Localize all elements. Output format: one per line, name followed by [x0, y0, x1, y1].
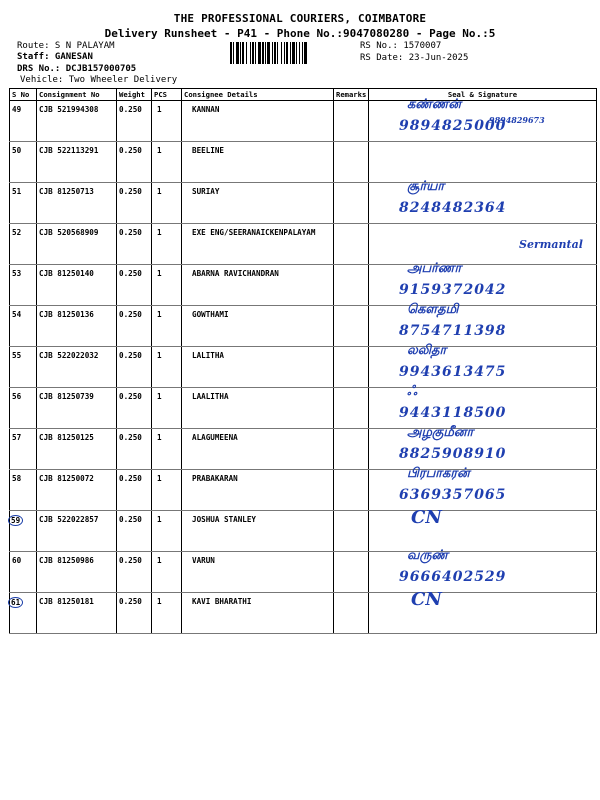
pcs-cell: 1: [152, 183, 182, 224]
handwritten-phone: 6369357065: [399, 487, 507, 503]
pcs-cell: 1: [152, 552, 182, 593]
weight-cell: 0.250: [117, 388, 152, 429]
handwritten-name: ஃ: [407, 384, 418, 399]
remarks-cell: [334, 470, 369, 511]
weight-cell: 0.250: [117, 593, 152, 634]
table-row: [10, 347, 597, 388]
signature-cell: [369, 548, 597, 593]
weight-cell: 0.250: [117, 306, 152, 347]
remarks-cell: [334, 552, 369, 593]
signature-cell: [369, 425, 597, 470]
remarks-cell: [334, 265, 369, 306]
consignee-cell: KANNAN: [182, 101, 334, 142]
table-row: [10, 429, 597, 470]
handwritten-name: கௌதமி: [407, 302, 459, 317]
handwritten-phone: 9443118500: [399, 405, 507, 421]
pcs-cell: 1: [152, 511, 182, 552]
pcs-cell: 1: [152, 429, 182, 470]
consignee-cell: ALAGUMEENA: [182, 429, 334, 470]
sno-cell: 51: [10, 183, 37, 224]
table-row: [10, 552, 597, 593]
weight-cell: 0.250: [117, 101, 152, 142]
runsheet-subtitle: Delivery Runsheet - P41 - Phone No.:9047080280 - Page No.:5: [104, 27, 496, 40]
handwritten-note: 9894829673: [489, 115, 545, 125]
table-row: [10, 183, 597, 224]
weight-cell: 0.250: [117, 470, 152, 511]
sno-cell: 49: [10, 101, 37, 142]
route-label: Route: S N PALAYAM: [17, 41, 115, 51]
pcs-cell: 1: [152, 347, 182, 388]
handwritten-phone: 9894825000: [399, 118, 507, 134]
consignee-cell: LAALITHA: [182, 388, 334, 429]
handwritten-phone: 9159372042: [399, 282, 507, 298]
consignee-cell: SURIAY: [182, 183, 334, 224]
rs-number: RS No.: 1570007: [360, 41, 442, 51]
sno-cell: 53: [10, 265, 37, 306]
handwritten-name: வருண்: [407, 548, 449, 563]
consignee-cell: VARUN: [182, 552, 334, 593]
table-row: [10, 224, 597, 265]
consignment-cell: CJB 81250986: [37, 552, 117, 593]
consignment-cell: CJB 81250713: [37, 183, 117, 224]
handwritten-phone: 8825908910: [399, 446, 507, 462]
sno-cell: 56: [10, 388, 37, 429]
barcode: [230, 42, 354, 64]
remarks-cell: [334, 511, 369, 552]
staff-label: Staff: GANESAN: [17, 52, 93, 62]
circled-sno: 59: [8, 515, 23, 526]
remarks-cell: [334, 593, 369, 634]
weight-cell: 0.250: [117, 552, 152, 593]
table-row: [10, 388, 597, 429]
sno-cell: 52: [10, 224, 37, 265]
col-pcs: PCS: [152, 89, 182, 101]
consignee-cell: KAVI BHARATHI: [182, 593, 334, 634]
sno-cell: 60: [10, 552, 37, 593]
handwritten-name: CN: [411, 589, 442, 610]
consignee-cell: ABARNA RAVICHANDRAN: [182, 265, 334, 306]
col-seal: Seal & Signature: [369, 89, 597, 101]
weight-cell: 0.250: [117, 142, 152, 183]
consignment-cell: CJB 521994308: [37, 101, 117, 142]
pcs-cell: 1: [152, 142, 182, 183]
signature-cell: [369, 97, 597, 142]
signature-cell: [369, 179, 597, 224]
pcs-cell: 1: [152, 388, 182, 429]
sno-cell: 54: [10, 306, 37, 347]
handwritten-phone: 9666402529: [399, 569, 507, 585]
remarks-cell: [334, 306, 369, 347]
signature-cell: [369, 224, 597, 265]
weight-cell: 0.250: [117, 183, 152, 224]
handwritten-name: CN: [411, 507, 442, 528]
consignment-cell: CJB 522022857: [37, 511, 117, 552]
consignment-cell: CJB 522113291: [37, 142, 117, 183]
signature-cell: [369, 466, 597, 511]
table-row: [10, 511, 597, 552]
handwritten-phone: 8754711398: [399, 323, 507, 339]
handwritten-name: கண்ணன்: [407, 97, 462, 112]
consignment-cell: CJB 81250140: [37, 265, 117, 306]
pcs-cell: 1: [152, 101, 182, 142]
signature-cell: [369, 589, 597, 634]
table-row: [10, 470, 597, 511]
remarks-cell: [334, 101, 369, 142]
remarks-cell: [334, 388, 369, 429]
consignment-cell: CJB 81250125: [37, 429, 117, 470]
drs-number: DRS No.: DCJB157000705: [17, 64, 137, 74]
handwritten-note: Sermantal: [519, 238, 583, 251]
consignee-cell: PRABAKARAN: [182, 470, 334, 511]
col-consignment: Consignment No: [37, 89, 117, 101]
handwritten-name: அழகுமீனா: [407, 425, 474, 440]
table-row: [10, 306, 597, 347]
signature-cell: [369, 343, 597, 388]
remarks-cell: [334, 183, 369, 224]
consignee-cell: GOWTHAMI: [182, 306, 334, 347]
weight-cell: 0.250: [117, 429, 152, 470]
remarks-cell: [334, 429, 369, 470]
vehicle-label: Vehicle: Two Wheeler Delivery: [20, 75, 178, 85]
circled-sno: 61: [8, 597, 23, 608]
sno-cell: [10, 511, 37, 552]
company-title: THE PROFESSIONAL COURIERS, COIMBATORE: [173, 12, 427, 25]
consignment-cell: CJB 81250072: [37, 470, 117, 511]
remarks-cell: [334, 347, 369, 388]
sno-cell: [10, 593, 37, 634]
pcs-cell: 1: [152, 306, 182, 347]
pcs-cell: 1: [152, 470, 182, 511]
remarks-cell: [334, 224, 369, 265]
consignment-cell: CJB 81250136: [37, 306, 117, 347]
handwritten-name: லலிதா: [407, 343, 447, 358]
table-header-row: [10, 89, 597, 101]
col-weight: Weight: [117, 89, 152, 101]
consignment-cell: CJB 522022032: [37, 347, 117, 388]
consignment-cell: CJB 81250181: [37, 593, 117, 634]
col-consignee: Consignee Details: [182, 89, 334, 101]
sno-cell: 58: [10, 470, 37, 511]
weight-cell: 0.250: [117, 511, 152, 552]
signature-cell: [369, 142, 597, 183]
handwritten-name: அபர்ணா: [407, 261, 462, 276]
consignee-cell: BEELINE: [182, 142, 334, 183]
table-row: [10, 265, 597, 306]
consignment-cell: CJB 520568909: [37, 224, 117, 265]
consignee-cell: EXE ENG/SEERANAICKENPALAYAM: [182, 224, 334, 265]
pcs-cell: 1: [152, 265, 182, 306]
consignment-cell: CJB 81250739: [37, 388, 117, 429]
consignee-cell: JOSHUA STANLEY: [182, 511, 334, 552]
pcs-cell: 1: [152, 224, 182, 265]
signature-cell: [369, 507, 597, 552]
pcs-cell: 1: [152, 593, 182, 634]
sno-cell: 50: [10, 142, 37, 183]
col-remarks: Remarks: [334, 89, 369, 101]
handwritten-phone: 9943613475: [399, 364, 507, 380]
weight-cell: 0.250: [117, 224, 152, 265]
consignee-cell: LALITHA: [182, 347, 334, 388]
signature-cell: [369, 302, 597, 347]
table-row: [10, 101, 597, 142]
remarks-cell: [334, 142, 369, 183]
table-row: [10, 142, 597, 183]
sno-cell: 57: [10, 429, 37, 470]
runsheet-table: [9, 88, 597, 634]
sno-cell: 55: [10, 347, 37, 388]
col-sno: S No: [10, 89, 37, 101]
handwritten-name: பிரபாகரன்: [407, 466, 470, 481]
signature-cell: [369, 261, 597, 306]
handwritten-phone: 8248482364: [399, 200, 507, 216]
weight-cell: 0.250: [117, 347, 152, 388]
handwritten-name: சூர்யா: [407, 179, 445, 194]
table-row: [10, 593, 597, 634]
signature-cell: [369, 384, 597, 429]
rs-date: RS Date: 23-Jun-2025: [360, 53, 469, 63]
weight-cell: 0.250: [117, 265, 152, 306]
